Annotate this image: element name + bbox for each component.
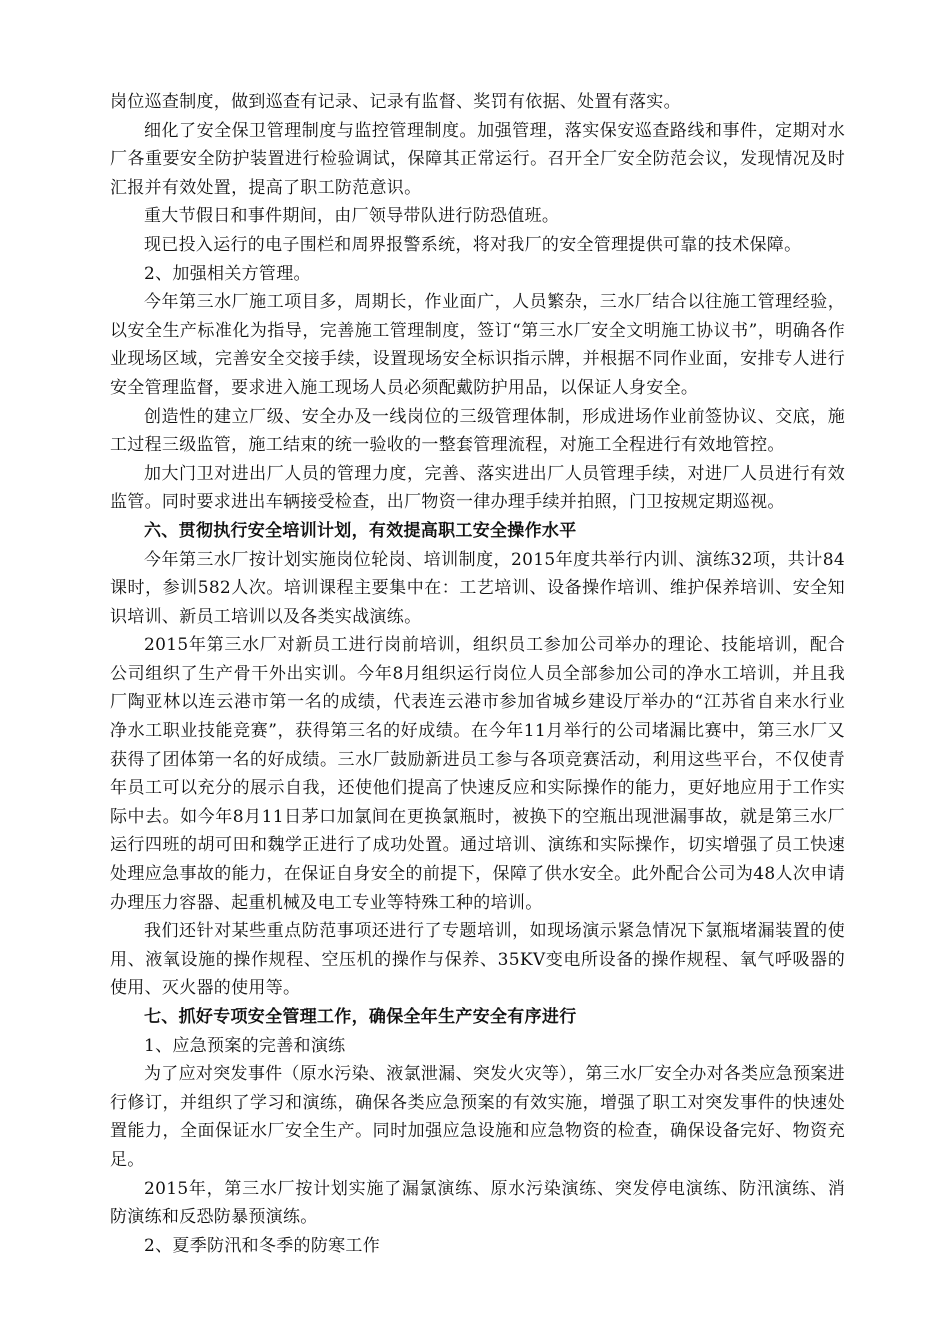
paragraph-alarm-system: 现已投入运行的电子围栏和周界报警系统，将对我厂的安全管理提供可靠的技术保障。 (144, 234, 802, 255)
paragraph-three-level-system: 创造性的建立厂级、安全办及一线岗位的三级管理体制，形成进场作业前签协议、交底，施工过程三级监管，施工结束的统一验收的一整套管理流程，对施工全程进行有效地管控。 (110, 406, 845, 456)
paragraph-new-staff-training: 2015年第三水厂对新员工进行岗前培训，组织员工参加公司举办的理论、技能培训，配合公司组织了生产骨干外出实训。今年8月组织运行岗位人员全部参加公司的净水工培训，并且我厂陶亚林以连云港市第一名的成绩，代表连云港市参加省城乡建设厅举办的“江苏省自来水行业净水工职业技能竞赛”，获得第三名的好成绩。在今年11月举行的公司堵漏比赛中，第三水厂又获得了团体第一名的好成绩。三水厂鼓励新进员工参与各项竞赛活动，利用这些平台，不仅使青年员工可以充分的展示自我，还使他们提高了快速反应和实际操作的能力，更好地应用于工作实际中去。如今年8月11日茅口加氯间在更换氯瓶时，被换下的空瓶出现泄漏事故，就是第三水厂运行四班的胡可田和魏学正进行了成功处置。通过培训、演练和实际操作，切实增强了员工快速处理应急事故的能力，在保证自身安全的前提下，保障了供水安全。此外配合公司为48人次申请办理压力容器、起重机械及电工专业等特殊工种的培训。 (110, 635, 845, 913)
subheading-emergency-plans: 1、应急预案的完善和演练 (144, 1035, 346, 1056)
paragraph-holiday-duty: 重大节假日和事件期间，由厂领导带队进行防恐值班。 (144, 206, 560, 227)
paragraph-drills-2015: 2015年，第三水厂按计划实施了漏氯演练、原水污染演练、突发停电演练、防汛演练、消防演练和反恐防暴预演练。 (110, 1178, 845, 1228)
document-page (110, 88, 845, 1260)
subheading-related-parties: 2、加强相关方管理。 (144, 263, 311, 284)
paragraph-construction-management: 今年第三水厂施工项目多，周期长，作业面广，人员繁杂，三水厂结合以往施工管理经验，以安全生产标准化为指导，完善施工管理制度，签订“第三水厂安全文明施工协议书”，明确各作业现场区域，完善安全交接手续，设置现场安全标识指示牌，并根据不同作业面，安排专人进行安全管理监督，要求进入施工现场人员必须配戴防护用品，以保证人身安全。 (110, 292, 845, 398)
paragraph-special-training: 我们还针对某些重点防范事项还进行了专题培训，如现场演示紧急情况下氯瓶堵漏装置的使用、液氧设施的操作规程、空压机的操作与保养、35KV变电所设备的操作规程、氧气呼吸器的使用、灭火器的使用等。 (110, 921, 845, 999)
paragraph-training-plan: 今年第三水厂按计划实施岗位轮岗、培训制度，2015年度共举行内训、演练32项，共计84课时，参训582人次。培训课程主要集中在：工艺培训、设备操作培训、维护保养培训、安全知识培训、新员工培训以及各类实战演练。 (110, 549, 845, 627)
paragraph-emergency-response: 为了应对突发事件（原水污染、液氯泄漏、突发火灾等），第三水厂安全办对各类应急预案进行修订，并组织了学习和演练，确保各类应急预案的有效实施，增强了职工对突发事件的快速处置能力，全面保证水厂安全生产。同时加强应急设施和应急物资的检查，确保设备完好、物资充足。 (110, 1064, 845, 1170)
subheading-seasonal-work: 2、夏季防汛和冬季的防寒工作 (144, 1235, 381, 1256)
paragraph-security-rules: 细化了安全保卫管理制度与监控管理制度。加强管理，落实保安巡查路线和事件，定期对水厂各重要安全防护装置进行检验调试，保障其正常运行。召开全厂安全防范会议，发现情况及时汇报并有效处置，提高了职工防范意识。 (110, 120, 845, 198)
section-heading-seven: 七、抓好专项安全管理工作，确保全年生产安全有序进行 (144, 1007, 577, 1027)
section-heading-six: 六、贯彻执行安全培训计划，有效提高职工安全操作水平 (144, 520, 577, 541)
paragraph-continuation: 岗位巡查制度，做到巡查有记录、记录有监督、奖罚有依据、处置有落实。 (110, 92, 681, 112)
paragraph-gate-guard: 加大门卫对进出厂人员的管理力度，完善、落实进出厂人员管理手续，对进厂人员进行有效监管。同时要求进出车辆接受检查，出厂物资一律办理手续并拍照，门卫按规定期巡视。 (110, 463, 845, 513)
